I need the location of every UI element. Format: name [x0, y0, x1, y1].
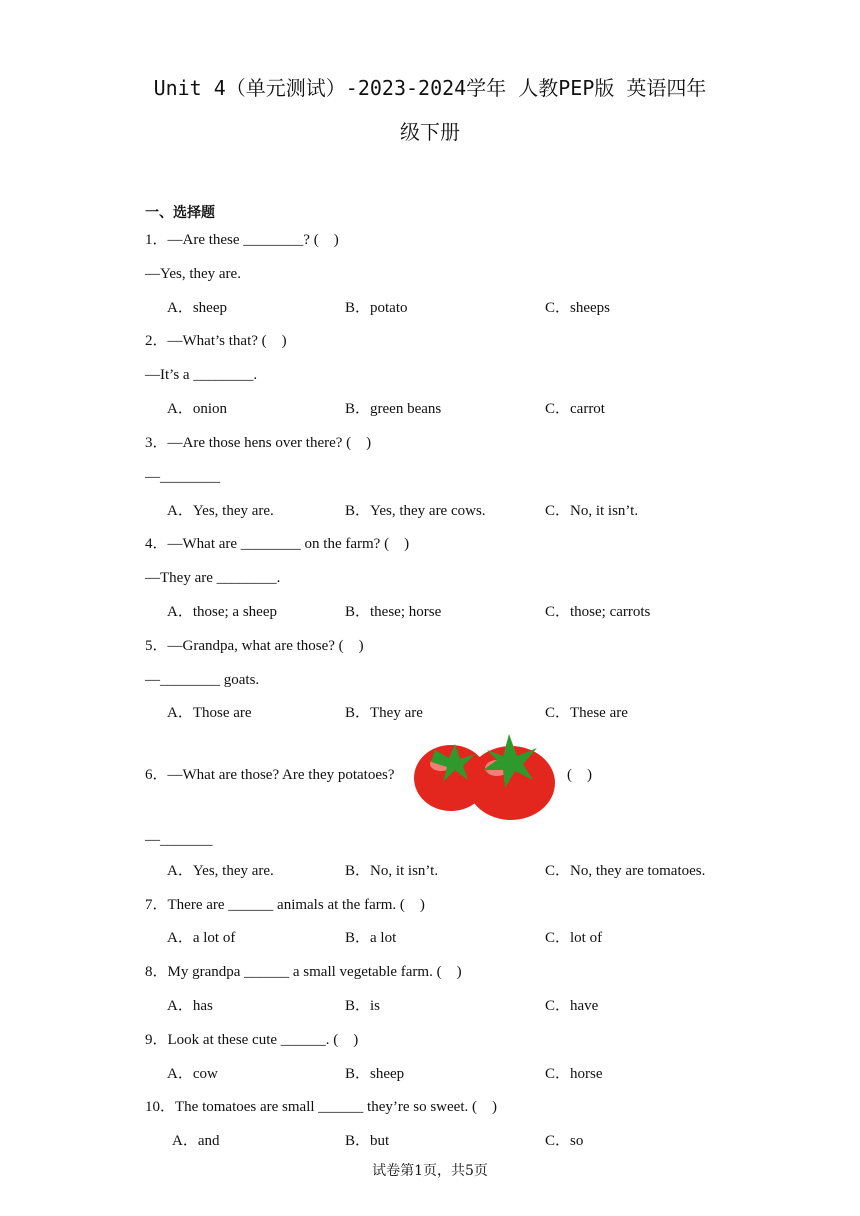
question-2-option-a[interactable]: A．onion: [167, 401, 228, 417]
question-3-answer-line: —________: [145, 469, 220, 485]
question-7-option-c[interactable]: C．lot of: [545, 930, 603, 946]
question-5-option-b[interactable]: B．They are: [345, 705, 423, 721]
question-10-option-b[interactable]: B．but: [345, 1133, 390, 1149]
question-7-option-b[interactable]: B．a lot: [345, 930, 397, 946]
question-5-stem: 5．—Grandpa, what are those? ( ): [145, 638, 364, 654]
question-2-answer-line: —It’s a ________.: [145, 367, 258, 383]
tomato-image: [405, 728, 555, 824]
question-1-stem: 1．—Are these ________? ( ): [145, 232, 339, 248]
question-3-stem: 3．—Are those hens over there? ( ): [145, 435, 372, 451]
question-4-answer-line: —They are ________.: [145, 570, 281, 586]
question-5-answer-line: —________ goats.: [145, 672, 260, 688]
question-8-option-b[interactable]: B．is: [345, 998, 381, 1014]
question-1-option-c[interactable]: C．sheeps: [545, 300, 610, 316]
question-9-stem: 9．Look at these cute ______. ( ): [145, 1032, 359, 1048]
question-9-option-b[interactable]: B．sheep: [345, 1066, 405, 1082]
section-heading: 一、选择题: [145, 205, 215, 221]
question-10-option-c[interactable]: C．so: [545, 1133, 584, 1149]
question-3-option-b[interactable]: B．Yes, they are cows.: [345, 503, 486, 519]
question-7-stem: 7．There are ______ animals at the farm. ( ): [145, 897, 425, 913]
question-4-option-c[interactable]: C．those; carrots: [545, 604, 651, 620]
question-4-option-b[interactable]: B．these; horse: [345, 604, 442, 620]
question-3-option-c[interactable]: C．No, it isn’t.: [545, 503, 639, 519]
question-6-option-b[interactable]: B．No, it isn’t.: [345, 863, 439, 879]
question-2-stem: 2．—What’s that? ( ): [145, 333, 287, 349]
question-6-blank: ( ): [567, 767, 592, 783]
question-1-option-a[interactable]: A．sheep: [167, 300, 227, 316]
question-2-option-b[interactable]: B．green beans: [345, 401, 442, 417]
question-8-stem: 8．My grandpa ______ a small vegetable farm. ( ): [145, 964, 462, 980]
question-9-option-c[interactable]: C．horse: [545, 1066, 603, 1082]
question-6-option-c[interactable]: C．No, they are tomatoes.: [545, 863, 706, 879]
question-9-option-a[interactable]: A．cow: [167, 1066, 218, 1082]
question-10-stem: 10．The tomatoes are small ______ they’re so sweet. ( ): [145, 1099, 497, 1115]
question-10-option-a[interactable]: A．and: [172, 1133, 220, 1149]
question-4-stem: 4．—What are ________ on the farm? ( ): [145, 536, 410, 552]
page-title-line1: Unit 4（单元测试）-2023-2024学年 人教PEP版 英语四年: [153, 76, 707, 100]
page-title-line2: 级下册: [400, 120, 460, 144]
question-8-option-a[interactable]: A．has: [167, 998, 213, 1014]
question-6-stem: 6．—What are those? Are they potatoes?: [145, 767, 395, 783]
question-1-answer-line: —Yes, they are.: [145, 266, 241, 282]
question-7-option-a[interactable]: A．a lot of: [167, 930, 236, 946]
question-3-option-a[interactable]: A．Yes, they are.: [167, 503, 274, 519]
question-5-option-a[interactable]: A．Those are: [167, 705, 252, 721]
question-2-option-c[interactable]: C．carrot: [545, 401, 605, 417]
page-footer: 试卷第1页，共5页: [372, 1163, 488, 1179]
question-5-option-c[interactable]: C．These are: [545, 705, 628, 721]
question-6-option-a[interactable]: A．Yes, they are.: [167, 863, 274, 879]
question-8-option-c[interactable]: C．have: [545, 998, 599, 1014]
question-4-option-a[interactable]: A．those; a sheep: [167, 604, 277, 620]
question-6-answer-line: —_______: [145, 832, 213, 848]
question-1-option-b[interactable]: B．potato: [345, 300, 408, 316]
